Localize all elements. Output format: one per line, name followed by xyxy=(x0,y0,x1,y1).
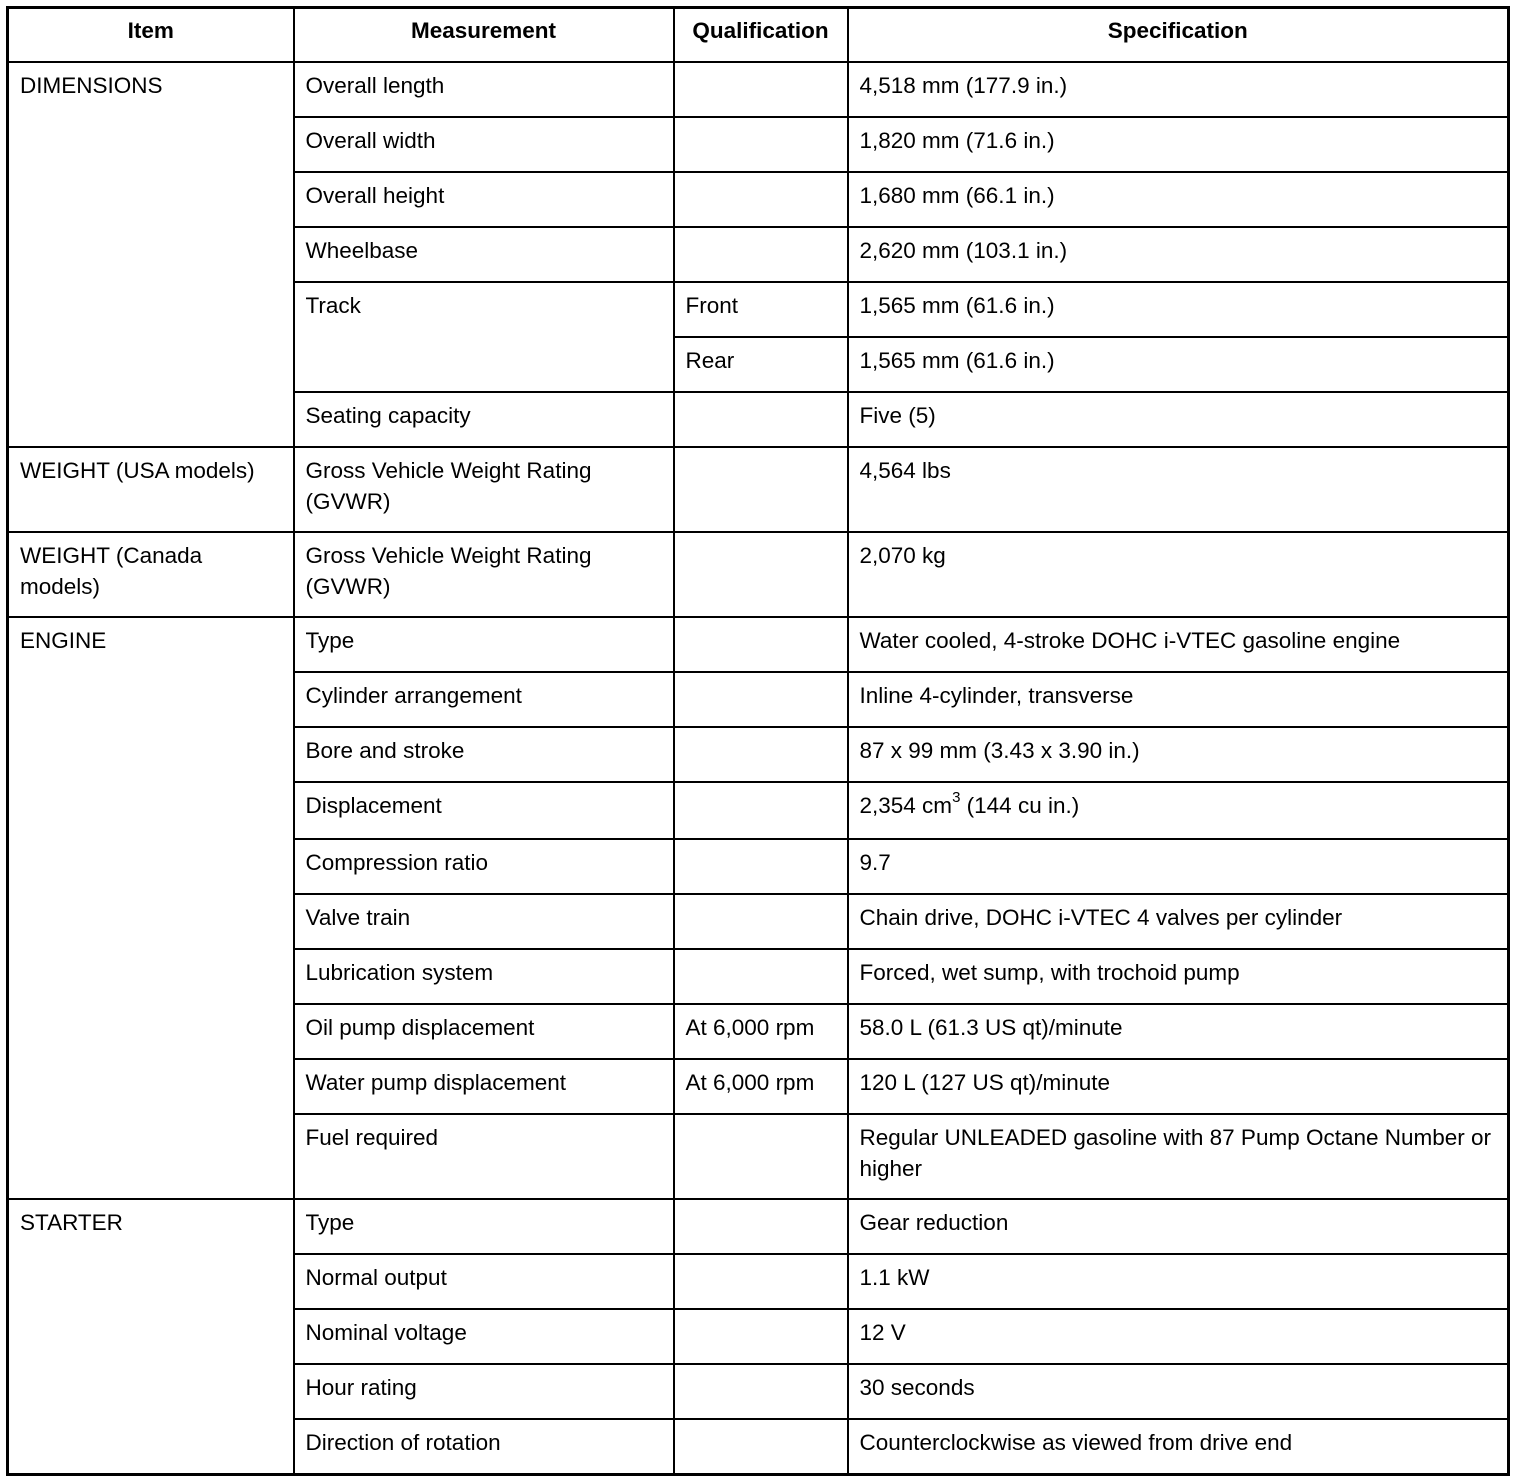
qualification-cell xyxy=(674,894,848,949)
table-row xyxy=(8,447,1509,532)
measurement-cell: Nominal voltage xyxy=(294,1309,674,1364)
specification-cell: 1,820 mm (71.6 in.) xyxy=(848,117,1509,172)
qualification-cell xyxy=(674,782,848,839)
qualification-cell xyxy=(674,839,848,894)
specification-cell: Chain drive, DOHC i-VTEC 4 valves per cylinder xyxy=(848,894,1509,949)
measurement-cell: Gross Vehicle Weight Rating (GVWR) xyxy=(294,447,674,532)
measurement-cell: Gross Vehicle Weight Rating (GVWR) xyxy=(294,532,674,617)
specification-cell: 120 L (127 US qt)/minute xyxy=(848,1059,1509,1114)
qualification-cell xyxy=(674,447,848,532)
measurement-cell: Overall height xyxy=(294,172,674,227)
table-row xyxy=(8,62,1509,117)
measurement-cell: Normal output xyxy=(294,1254,674,1309)
table-row xyxy=(8,532,1509,617)
specification-cell xyxy=(848,782,1509,839)
measurement-cell: Oil pump displacement xyxy=(294,1004,674,1059)
item-weight-canada: WEIGHT (Canada models) xyxy=(8,532,294,617)
qualification-cell xyxy=(674,617,848,672)
measurement-cell: Cylinder arrangement xyxy=(294,672,674,727)
measurement-cell: Valve train xyxy=(294,894,674,949)
displacement-value: 2,354 cm xyxy=(859,793,953,818)
qualification-cell xyxy=(674,532,848,617)
header-item: Item xyxy=(8,8,294,63)
item-engine: ENGINE xyxy=(8,617,294,1199)
qualification-cell: At 6,000 rpm xyxy=(674,1004,848,1059)
specification-cell: 30 seconds xyxy=(848,1364,1509,1419)
qualification-cell xyxy=(674,62,848,117)
item-dimensions: DIMENSIONS xyxy=(8,62,294,447)
qualification-cell xyxy=(674,949,848,1004)
qualification-cell xyxy=(674,227,848,282)
qualification-cell xyxy=(674,672,848,727)
specification-cell: 4,518 mm (177.9 in.) xyxy=(848,62,1509,117)
specification-cell: Five (5) xyxy=(848,392,1509,447)
specification-cell: 9.7 xyxy=(848,839,1509,894)
specification-cell: Gear reduction xyxy=(848,1199,1509,1254)
specification-cell: Regular UNLEADED gasoline with 87 Pump Octane Number or higher xyxy=(848,1114,1509,1199)
specification-cell: 1.1 kW xyxy=(848,1254,1509,1309)
specification-cell: 1,680 mm (66.1 in.) xyxy=(848,172,1509,227)
item-starter: STARTER xyxy=(8,1199,294,1475)
measurement-cell: Displacement xyxy=(294,782,674,839)
qualification-cell xyxy=(674,1419,848,1475)
measurement-cell: Lubrication system xyxy=(294,949,674,1004)
qualification-cell xyxy=(674,1364,848,1419)
measurement-cell: Direction of rotation xyxy=(294,1419,674,1475)
table-row xyxy=(8,617,1509,672)
qualification-cell: Rear xyxy=(674,337,848,392)
table-row xyxy=(8,1199,1509,1254)
specification-cell: Counterclockwise as viewed from drive end xyxy=(848,1419,1509,1475)
specification-cell: 58.0 L (61.3 US qt)/minute xyxy=(848,1004,1509,1059)
specification-cell: 12 V xyxy=(848,1309,1509,1364)
header-specification: Specification xyxy=(848,8,1509,63)
qualification-cell xyxy=(674,1309,848,1364)
qualification-cell: Front xyxy=(674,282,848,337)
measurement-cell-track: Track xyxy=(294,282,674,392)
specification-cell: 2,620 mm (103.1 in.) xyxy=(848,227,1509,282)
qualification-cell: At 6,000 rpm xyxy=(674,1059,848,1114)
specification-cell: 4,564 lbs xyxy=(848,447,1509,532)
header-qualification: Qualification xyxy=(674,8,848,63)
specification-cell: Water cooled, 4-stroke DOHC i-VTEC gasoline engine xyxy=(848,617,1509,672)
measurement-cell: Type xyxy=(294,1199,674,1254)
item-weight-usa: WEIGHT (USA models) xyxy=(8,447,294,532)
qualification-cell xyxy=(674,1114,848,1199)
measurement-cell: Hour rating xyxy=(294,1364,674,1419)
measurement-cell: Wheelbase xyxy=(294,227,674,282)
cubic-superscript: 3 xyxy=(952,788,961,806)
specification-cell: 1,565 mm (61.6 in.) xyxy=(848,337,1509,392)
specification-cell: 87 x 99 mm (3.43 x 3.90 in.) xyxy=(848,727,1509,782)
qualification-cell xyxy=(674,392,848,447)
measurement-cell: Overall width xyxy=(294,117,674,172)
specification-cell: 1,565 mm (61.6 in.) xyxy=(848,282,1509,337)
qualification-cell xyxy=(674,172,848,227)
measurement-cell: Seating capacity xyxy=(294,392,674,447)
qualification-cell xyxy=(674,1199,848,1254)
measurement-cell: Fuel required xyxy=(294,1114,674,1199)
spec-table xyxy=(6,6,1510,1476)
measurement-cell: Water pump displacement xyxy=(294,1059,674,1114)
header-row xyxy=(8,8,1509,63)
specification-cell: Forced, wet sump, with trochoid pump xyxy=(848,949,1509,1004)
measurement-cell: Compression ratio xyxy=(294,839,674,894)
measurement-cell: Bore and stroke xyxy=(294,727,674,782)
measurement-cell: Overall length xyxy=(294,62,674,117)
qualification-cell xyxy=(674,1254,848,1309)
displacement-imperial: (144 cu in.) xyxy=(960,793,1080,818)
header-measurement: Measurement xyxy=(294,8,674,63)
qualification-cell xyxy=(674,117,848,172)
specification-cell: 2,070 kg xyxy=(848,532,1509,617)
specification-cell: Inline 4-cylinder, transverse xyxy=(848,672,1509,727)
measurement-cell: Type xyxy=(294,617,674,672)
qualification-cell xyxy=(674,727,848,782)
